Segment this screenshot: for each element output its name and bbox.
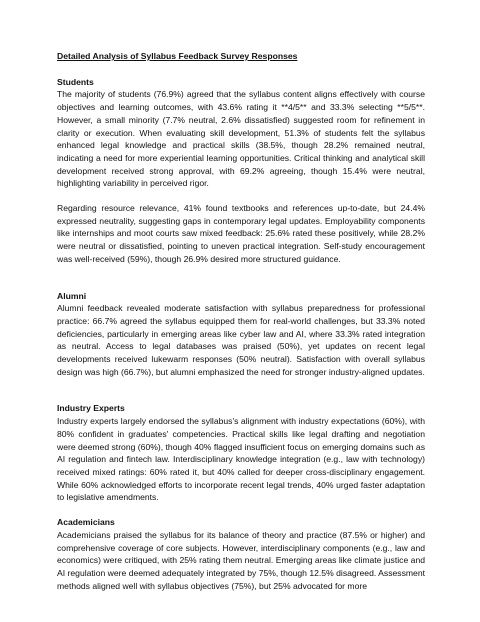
students-paragraph-2: Regarding resource relevance, 41% found textbooks and references up-to-date, but 24.4% expressed neutrality, suggesting gaps in contemporary legal updates. Employability components like internships and moot courts saw mixed feedback: 25.6% rated these positively, while 28.2% were neutral or dissatisfied, pointing to uneven practical integration. Self-study encouragement was well-received (59%), though 26.9% desired more structured guidance. xyxy=(57,203,425,264)
alumni-paragraph: Alumni feedback revealed moderate satisfaction with syllabus preparedness for professional practice: 66.7% agreed the syllabus equipped them for real-world challenges, but 33.3% noted deficiencies, particularly in emerging areas like cyber law and AI, where 33.3% rated integration as neutral. Access to legal databases was praised (50%), yet updates on recent legal developments received lukewarm responses (50% neutral). Satisfaction with overall syllabus design was high (66.7%), but alumni emphasized the need for stronger industry-aligned updates. xyxy=(57,303,425,377)
section-spacer xyxy=(57,266,425,290)
section-heading-students: Students xyxy=(57,76,94,87)
industry-experts-paragraph: Industry experts largely endorsed the syllabus's alignment with industry expectations (60%), with 80% confident in graduates' competencies. Practical skills like legal drafting and negotiation were deemed strong (60%), though 40% flagged insufficient focus on emerging domains such as AI regulation and fintech law. Interdisciplinary knowledge integration (e.g., law with technology) received mixed ratings: 60% rated it, but 40% called for deeper cross-disciplinary engagement. While 60% acknowledged efforts to incorporate recent legal trends, 40% urged faster adaptation to legislative amendments. xyxy=(57,416,425,503)
section-heading-alumni: Alumni xyxy=(57,290,87,301)
section-spacer xyxy=(57,378,425,402)
document-page xyxy=(57,50,425,592)
paragraph-spacer xyxy=(57,190,425,202)
section-spacer xyxy=(57,504,425,516)
section-heading-academicians: Academicians xyxy=(57,517,115,528)
section-heading-industry-experts: Industry Experts xyxy=(57,403,125,414)
document-title: Detailed Analysis of Syllabus Feedback Survey Responses xyxy=(57,51,298,61)
academicians-paragraph: Academicians praised the syllabus for its balance of theory and practice (87.5% or higher) and comprehensive coverage of core subjects. However, interdisciplinary components (e.g., law and economics) were critiqued, with 25% rating them neutral. Emerging areas like climate justice and AI regulation were deemed adequately integrated by 75%, though 12.5% disagreed. Assessment methods aligned well with syllabus objectives (75%), but 25% advocated for more xyxy=(57,529,425,591)
students-paragraph-1: The majority of students (76.9%) agreed that the syllabus content aligns effectively with course objectives and learning outcomes, with 43.6% rating it **4/5** and 33.3% selecting **5/5**. However, a small minority (7.7% neutral, 2.6% dissatisfied) suggested room for refinement in clarity or execution. When evaluating skill development, 51.3% of students felt the syllabus enhanced legal knowledge and practical skills (38.5%, though 28.2% remained neutral, indicating a need for more experiential learning opportunities. Critical thinking and analytical skill development received strong approval, with 69.2% agreeing, though 15.4% were neutral, highlighting variability in perceived rigor. xyxy=(57,89,425,189)
